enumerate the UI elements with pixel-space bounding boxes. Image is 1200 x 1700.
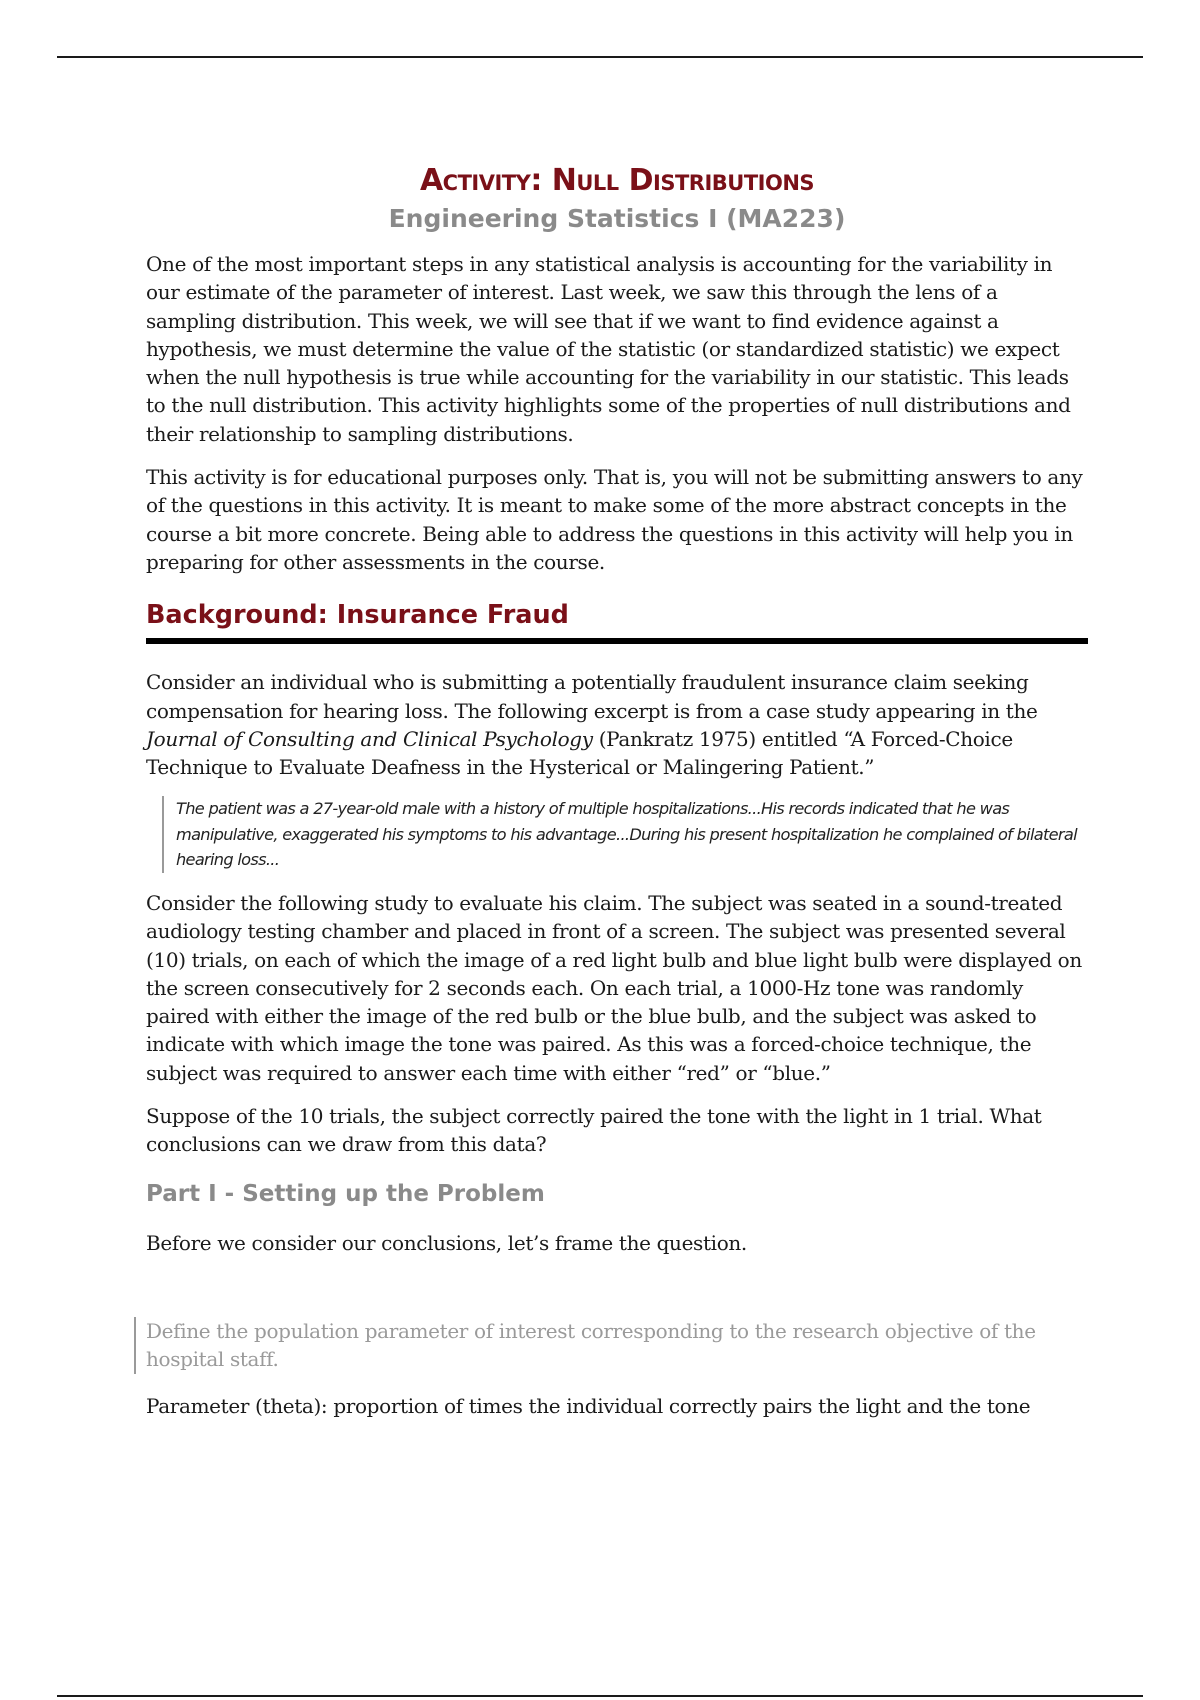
- background-text-end: (Pankratz 1975) entitled “A Forced-Choice Technique to Evaluate Deafness in the Hysterical or Malingering Patient.”: [146, 726, 1013, 780]
- document-title: Activity: Null Distributions: [419, 163, 815, 198]
- data-question-paragraph: Suppose of the 10 trials, the subject correctly paired the tone with the light in 1 trial. What conclusions can we draw from this data?: [146, 1104, 1042, 1157]
- background-paragraph: [146, 668, 1088, 781]
- case-excerpt-quote: The patient was a 27-year-old male with a history of multiple hospitalizations...His records indicated that he was manipulative, exaggerated his symptoms to his advantage...During his present hospitalization he complained of bilateral hearing loss...: [162, 796, 1088, 873]
- document-page: [146, 160, 1088, 1435]
- study-description-paragraph: Consider the following study to evaluate his claim. The subject was seated in a sound-treated audiology testing chamber and placed in front of a screen. The subject was presented several (10) trials, on each of which the image of a red light bulb and blue light bulb were displayed on the screen consecutively for 2 seconds each. On each trial, a 1000-Hz tone was randomly paired with either the image of the red bulb or the blue bulb, and the subject was asked to indicate with which image the tone was paired. As this was a forced-choice technique, the subject was required to answer each time with either “red” or “blue.”: [146, 890, 1082, 1085]
- parameter-answer[interactable]: Parameter (theta): proportion of times the individual correctly pairs the light and the tone: [146, 1393, 1031, 1418]
- bottom-rule: [57, 1695, 1143, 1697]
- journal-title: Journal of Consulting and Clinical Psychology: [146, 726, 593, 751]
- top-rule: [57, 56, 1143, 58]
- background-text-start: Consider an individual who is submitting a potentially fraudulent insurance claim seeking compensation for hearing loss. The following excerpt is from a case study appearing in the: [146, 670, 1038, 723]
- intro-paragraph: One of the most important steps in any statistical analysis is accounting for the variability in our estimate of the parameter of interest. Last week, we saw this through the lens of a sampling distribution. This week, we will see that if we want to find evidence against a hypothesis, we must determine the value of the statistic (or standardized statistic) we expect when the null hypothesis is true while accounting for the variability in our statistic. This leads to the null distribution. This activity highlights some of the properties of null distributions and their relationship to sampling distributions.: [146, 252, 1071, 446]
- question-prompt: Define the population parameter of interest corresponding to the research objective of the hospital staff.: [134, 1317, 1088, 1374]
- background-heading: Background: Insurance Fraud: [146, 598, 1088, 644]
- part-one-intro: Before we consider our conclusions, let’s frame the question.: [146, 1230, 747, 1255]
- course-subtitle: Engineering Statistics I (MA223): [388, 204, 846, 233]
- part-one-heading: Part I - Setting up the Problem: [146, 1180, 545, 1207]
- disclaimer-paragraph: This activity is for educational purposes only. That is, you will not be submitting answers to any of the questions in this activity. It is meant to make some of the more abstract concepts in the course a bit more concrete. Being able to address the questions in this activity will help you in preparing for other assessments in the course.: [146, 465, 1083, 574]
